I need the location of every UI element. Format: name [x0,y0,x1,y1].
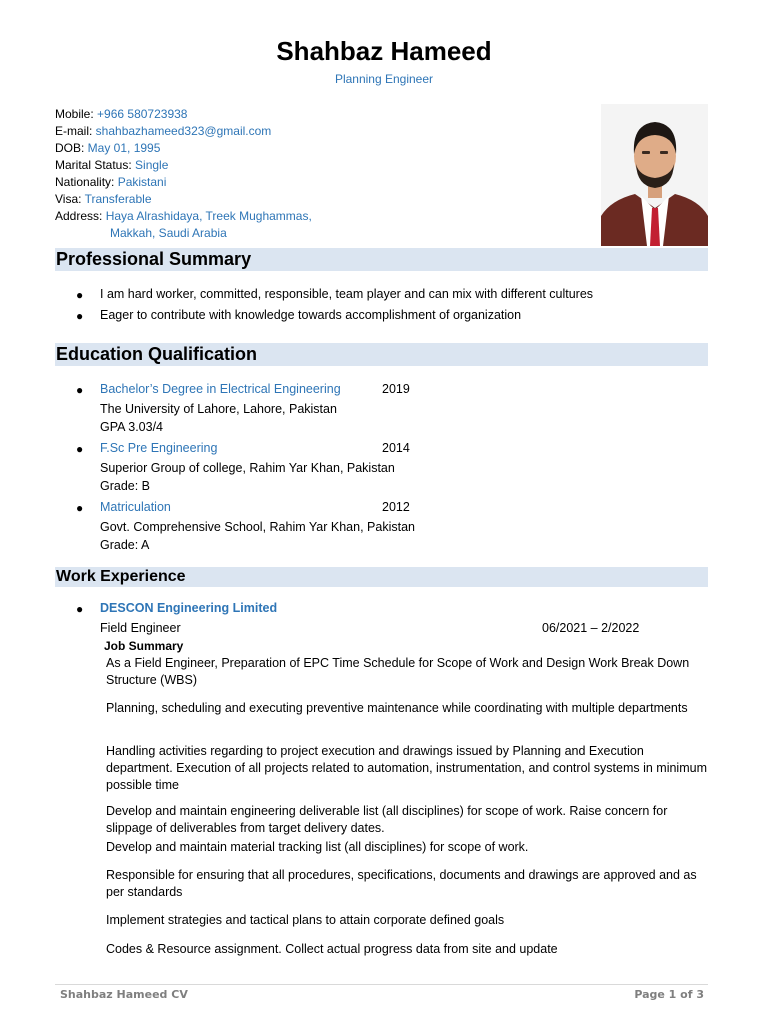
degree-institute: Govt. Comprehensive School, Rahim Yar Khan, Pakistan [100,520,415,534]
degree-institute: Superior Group of college, Rahim Yar Khan, Pakistan [100,461,395,475]
footer-page-number: Page 1 of 3 [634,988,704,1001]
degree-title: F.Sc Pre Engineering [100,441,218,455]
address-line-2: Makkah, Saudi Arabia [110,226,227,240]
job-duty: Responsible for ensuring that all procedures, specifications, documents and drawings are approved and as per standards [106,868,697,899]
email-row [55,124,271,138]
address-row [55,209,312,223]
marital-value: Single [135,158,169,172]
job-duty: Develop and maintain material tracking list (all disciplines) for scope of work. [106,840,529,854]
job-duty: As a Field Engineer, Preparation of EPC Time Schedule for Scope of Work and Design Work Break Down Structure (WBS) [106,656,690,687]
dob-value: May 01, 1995 [87,141,161,155]
degree-grade: Grade: A [100,538,150,552]
address-label: Address: [55,209,106,223]
company-name: DESCON Engineering Limited [100,601,278,615]
job-title: Planning Engineer [334,72,434,86]
employment-period: 06/2021 – 2/2022 [542,621,640,635]
summary-item: I am hard worker, committed, responsible, team player and can mix with different cultures [100,287,594,301]
degree-year: 2012 [382,500,410,514]
job-duty: Implement strategies and tactical plans to attain corporate defined goals [106,913,505,927]
bullet-icon: ● [76,309,84,323]
profile-photo [601,104,708,246]
degree-title: Bachelor’s Degree in Electrical Engineering [100,382,341,396]
visa-row [55,192,152,206]
bullet-icon: ● [76,501,84,515]
dob-label: DOB: [55,141,88,155]
footer-divider [55,984,708,985]
mobile-label: Mobile: [55,107,98,121]
candidate-name: Shahbaz Hameed [276,36,492,66]
nationality-row [55,175,166,189]
section-professional-summary: Professional Summary [55,248,708,271]
bullet-icon: ● [76,442,84,456]
degree-institute: The University of Lahore, Lahore, Pakistan [100,402,337,416]
visa-label: Visa: [55,192,85,206]
degree-title: Matriculation [100,500,171,514]
address-row-2 [110,226,227,240]
email-link[interactable]: shahbazhameed323@gmail.com [95,124,272,138]
section-education: Education Qualification [55,343,708,366]
degree-grade: Grade: B [100,479,151,493]
degree-year: 2014 [382,441,410,455]
bullet-icon: ● [76,288,84,302]
visa-value: Transferable [84,192,152,206]
position-title: Field Engineer [100,621,181,635]
degree-year: 2019 [382,382,410,396]
job-duty: Planning, scheduling and executing preventive maintenance while coordinating with multiple departments [106,701,688,715]
section-work-experience: Work Experience [55,567,708,587]
degree-grade: GPA 3.03/4 [100,420,164,434]
job-duty: Handling activities regarding to project execution and drawings issued by Planning and Execution department. Execution of all projects related to automation, instrumentation, and control systems in minimum possible time [106,744,707,792]
address-line-1: Haya Alrashidaya, Treek Mughammas, [105,209,312,223]
nationality-value: Pakistani [117,175,167,189]
bullet-icon: ● [76,383,84,397]
portrait-image [601,104,708,246]
job-duty: Develop and maintain engineering deliverable list (all disciplines) for scope of work. Raise concern for slippage of deliverables from target delivery dates. [106,804,668,835]
dob-row [55,141,160,155]
email-label: E-mail: [55,124,96,138]
mobile-value[interactable]: +966 580723938 [97,107,188,121]
nationality-label: Nationality: [55,175,118,189]
bullet-icon: ● [76,602,84,616]
summary-item: Eager to contribute with knowledge towards accomplishment of organization [100,308,522,322]
marital-label: Marital Status: [55,158,136,172]
job-summary-heading: Job Summary [104,639,184,653]
marital-row [55,158,168,172]
mobile-row [55,107,187,121]
job-duty: Codes & Resource assignment. Collect actual progress data from site and update [106,942,558,956]
footer-document-name: Shahbaz Hameed CV [60,988,188,1001]
